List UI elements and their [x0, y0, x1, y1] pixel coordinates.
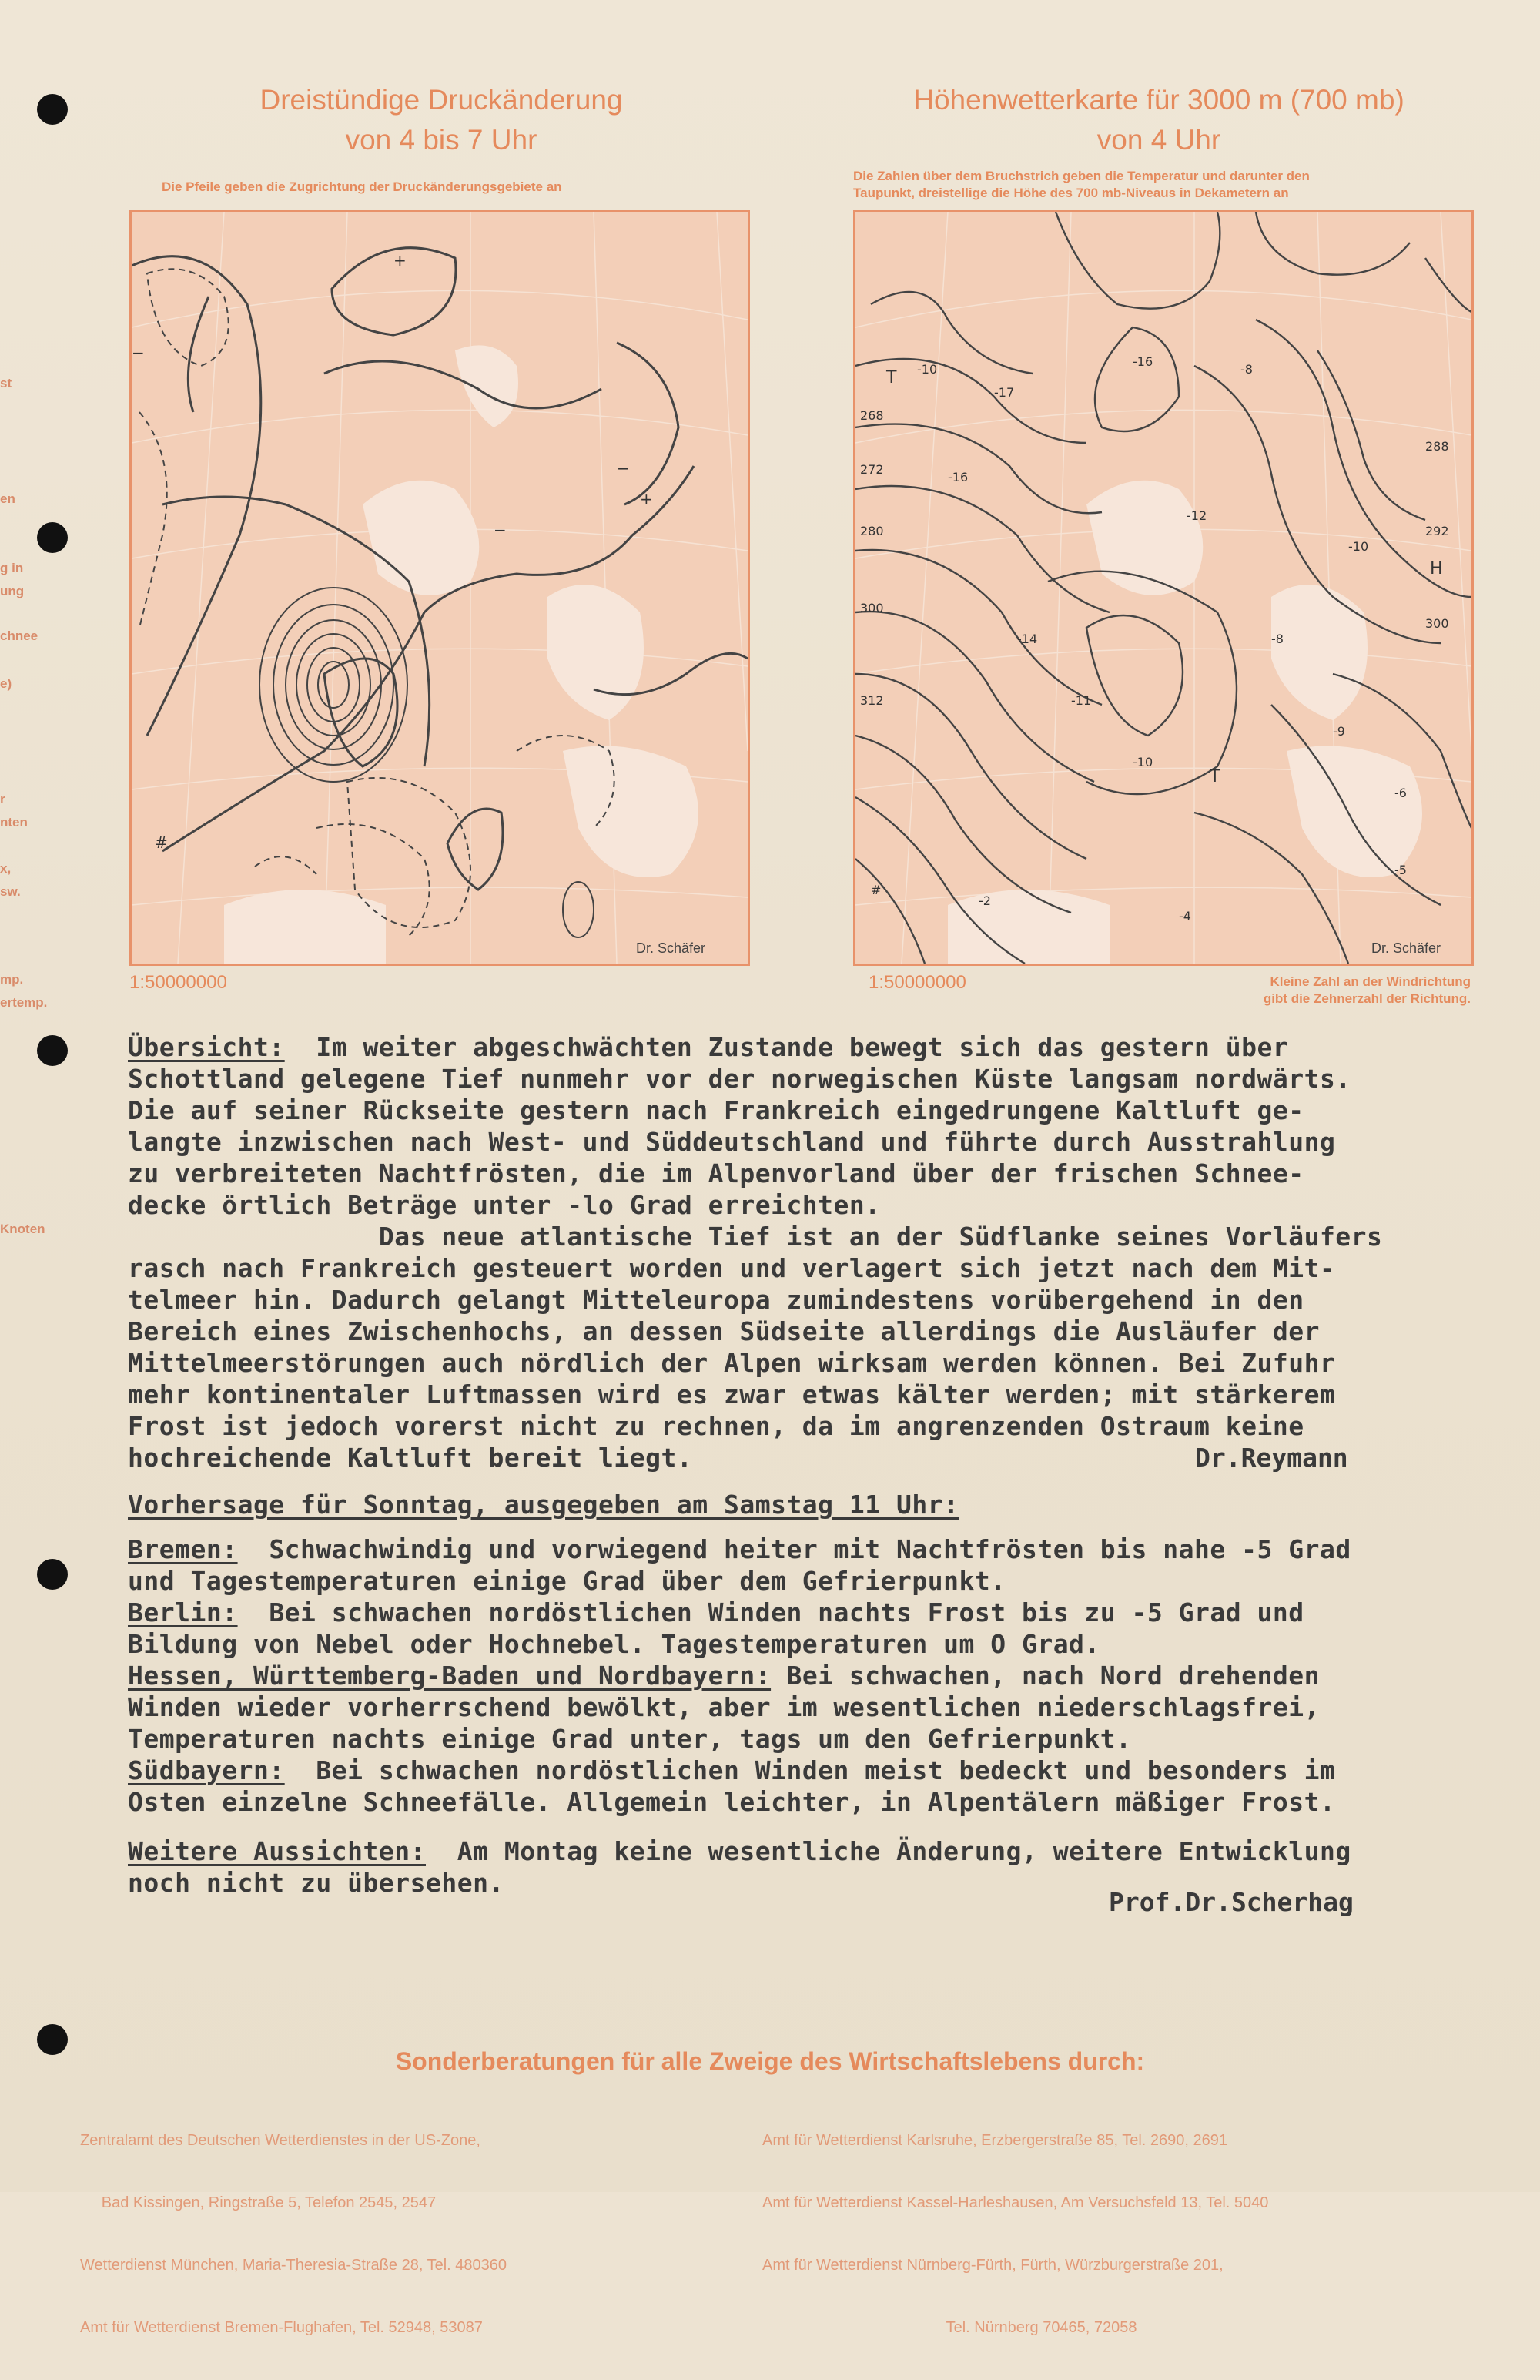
right-map-author: Dr. Schäfer [1371, 940, 1441, 956]
overview-line [128, 1032, 1288, 1062]
footer-right-line: Amt für Wetterdienst Nürnberg-Fürth, Fürth, Würzburgerstraße 201, [762, 2257, 1224, 2274]
svg-text:−: − [494, 521, 507, 539]
forecast-berlin [128, 1597, 1304, 1627]
forecast-line: Osten einzelne Schneefälle. Allgemein leichter, in Alpentälern mäßiger Frost. [128, 1787, 1336, 1817]
right-map-subtitle [853, 168, 1310, 202]
footer-left-line: Amt für Wetterdienst Bremen-Flughafen, Tel. 52948, 53087 [80, 2319, 483, 2336]
footer-right-line: Tel. Nürnberg 70465, 72058 [762, 2319, 1137, 2336]
svg-text:-11: -11 [1071, 693, 1092, 708]
overview-line: zu verbreiteten Nachtfrösten, die im Alpenvorland über der frischen Schnee- [128, 1158, 1304, 1188]
svg-text:268: 268 [860, 408, 884, 423]
svg-text:300: 300 [860, 601, 884, 615]
overview-line: Das neue atlantische Tief ist an der Südflanke seines Vorläufers [128, 1222, 1383, 1252]
left-map-title-line1: Dreistündige Druckänderung [259, 84, 623, 116]
left-map-scale: 1:50000000 [129, 972, 227, 993]
left-map-subtitle: Die Pfeile geben die Zugrichtung der Druckänderungsgebiete an [162, 179, 562, 194]
forecast-bremen [128, 1534, 1351, 1564]
punch-hole [37, 522, 68, 553]
overview-line: Mittelmeerstörungen auch nördlich der Alpen wirksam werden können. Bei Zufuhr [128, 1348, 1336, 1378]
right-map-note [1155, 974, 1471, 1007]
svg-text:288: 288 [1425, 439, 1449, 454]
svg-text:−: − [617, 459, 630, 478]
right-map-title [851, 80, 1467, 160]
overview-line: mehr kontinentaler Luftmassen wird es zwar etwas kälter werden; mit stärkerem [128, 1379, 1336, 1410]
svg-text:300: 300 [1425, 616, 1449, 631]
right-map-scale: 1:50000000 [869, 972, 966, 993]
svg-text:T: T [1210, 767, 1220, 786]
upper-air-map [853, 210, 1474, 966]
margin-fragment: g in [0, 561, 24, 575]
forecast-suedbayern [128, 1755, 1335, 1785]
svg-text:+: + [640, 490, 653, 508]
forecast-bremen-label: Bremen: [128, 1534, 238, 1564]
overview-line: rasch nach Frankreich gesteuert worden und verlagert sich jetzt nach dem Mit- [128, 1253, 1336, 1283]
svg-text:-8: -8 [1240, 362, 1253, 377]
svg-text:H: H [1430, 559, 1443, 578]
svg-text:-4: -4 [1179, 909, 1191, 924]
overview-line: Frost ist jedoch vorerst nicht zu rechnen, da im angrenzenden Ostraum keine [128, 1411, 1304, 1441]
svg-text:-10: -10 [917, 362, 938, 377]
margin-fragment: en [0, 491, 15, 506]
svg-text:#: # [871, 883, 882, 897]
svg-text:-16: -16 [1133, 354, 1153, 369]
margin-fragment: ertemp. [0, 995, 48, 1010]
svg-text:292: 292 [1425, 524, 1449, 538]
forecast-line: Bildung von Nebel oder Hochnebel. Tagestemperaturen um O Grad. [128, 1629, 1100, 1659]
outlook [128, 1836, 1351, 1866]
svg-text:-8: -8 [1271, 632, 1284, 646]
left-map-author: Dr. Schäfer [636, 940, 706, 956]
svg-text:-12: -12 [1187, 508, 1207, 523]
right-map-note-line1: Kleine Zahl an der Windrichtung [1270, 974, 1471, 989]
forecast-berlin-label: Berlin: [128, 1597, 238, 1627]
forecast-hessen-text: Bei schwachen, nach Nord drehenden [771, 1661, 1320, 1691]
overview-line: telmeer hin. Dadurch gelangt Mitteleuropa zumindestens vorübergehend in den [128, 1285, 1304, 1315]
outlook-signature: Prof.Dr.Scherhag [1109, 1887, 1354, 1917]
margin-fragment: sw. [0, 884, 21, 899]
outlook-line: noch nicht zu übersehen. [128, 1868, 504, 1898]
pressure-change-map-drawing [132, 212, 748, 964]
right-map-subtitle-line2: Taupunkt, dreistellige die Höhe des 700 mb-Niveaus in Dekametern an [853, 186, 1289, 200]
right-map-subtitle-line1: Die Zahlen über dem Bruchstrich geben die Temperatur und darunter den [853, 169, 1310, 183]
overview-line: decke örtlich Beträge unter -lo Grad erreichten. [128, 1190, 881, 1220]
svg-text:-16: -16 [948, 470, 969, 484]
svg-text:#: # [155, 833, 168, 852]
overview-line: Bereich eines Zwischenhochs, an dessen Südseite allerdings die Ausläufer der [128, 1316, 1320, 1346]
punch-hole [37, 94, 68, 125]
svg-text:-2: -2 [979, 893, 991, 908]
overview-signature: Dr.Reymann [1195, 1443, 1348, 1473]
forecast-line: Winden wieder vorherrschend bewölkt, aber im wesentlichen niederschlagsfrei, [128, 1692, 1320, 1722]
svg-text:-10: -10 [1133, 755, 1153, 769]
margin-fragment: ung [0, 584, 25, 598]
svg-text:-14: -14 [1017, 632, 1038, 646]
forecast-suedbayern-text: Bei schwachen nordöstlichen Winden meist bedeckt und besonders im [284, 1755, 1336, 1785]
right-map-title-line2: von 4 Uhr [1096, 124, 1221, 156]
svg-text:+: + [393, 251, 407, 270]
overview-text: Im weiter abgeschwächten Zustande bewegt sich das gestern über [284, 1032, 1289, 1062]
forecast-hessen [128, 1661, 1320, 1691]
footer-right [762, 2089, 1268, 2380]
forecast-line: Temperaturen nachts einige Grad unter, tags um den Gefrierpunkt. [128, 1724, 1132, 1754]
svg-text:312: 312 [860, 693, 884, 708]
svg-text:-10: -10 [1348, 539, 1369, 554]
forecast-suedbayern-label: Südbayern: [128, 1755, 285, 1785]
svg-text:-9: -9 [1333, 724, 1345, 739]
footer-title: Sonderberatungen für alle Zweige des Wirtschaftslebens durch: [395, 2047, 1145, 2075]
left-map-title-line2: von 4 bis 7 Uhr [345, 124, 537, 156]
forecast-bremen-text: Schwachwindig und vorwiegend heiter mit Nachtfrösten bis nahe -5 Grad [237, 1534, 1351, 1564]
upper-air-map-drawing [855, 212, 1471, 964]
svg-text:-17: -17 [994, 385, 1015, 400]
footer-left-line: Wetterdienst München, Maria-Theresia-Straße 28, Tel. 480360 [80, 2257, 507, 2274]
punch-hole [37, 1559, 68, 1590]
left-map-title [129, 80, 753, 160]
forecast-berlin-text: Bei schwachen nordöstlichen Winden nachts Frost bis zu -5 Grad und [237, 1597, 1304, 1627]
right-map-note-line2: gibt die Zehnerzahl der Richtung. [1263, 991, 1471, 1006]
footer-left [80, 2089, 507, 2380]
svg-text:280: 280 [860, 524, 884, 538]
svg-text:272: 272 [860, 462, 884, 477]
margin-fragment: st [0, 376, 12, 391]
overview-line: langte inzwischen nach West- und Süddeutschland und führte durch Ausstrahlung [128, 1127, 1336, 1157]
overview-line: hochreichende Kaltluft bereit liegt. [128, 1443, 693, 1473]
forecast-heading: Vorhersage für Sonntag, ausgegeben am Samstag 11 Uhr: [128, 1490, 959, 1520]
outlook-label: Weitere Aussichten: [128, 1836, 426, 1866]
margin-fragment: Knoten [0, 1222, 45, 1236]
margin-fragment: nten [0, 815, 28, 830]
footer-left-line: Zentralamt des Deutschen Wetterdienstes in der US-Zone, [80, 2132, 480, 2149]
svg-text:−: − [132, 344, 145, 362]
punch-hole [37, 1035, 68, 1066]
svg-text:T: T [886, 368, 897, 387]
pressure-change-map [129, 210, 750, 966]
svg-text:-6: -6 [1394, 786, 1407, 800]
margin-fragment: e) [0, 676, 12, 691]
margin-fragment: mp. [0, 972, 24, 987]
margin-fragment: r [0, 792, 5, 806]
overview-line: Die auf seiner Rückseite gestern nach Frankreich eingedrungene Kaltluft ge- [128, 1095, 1304, 1125]
overview-heading: Übersicht: [128, 1032, 285, 1062]
margin-fragment: x, [0, 861, 12, 876]
outlook-text: Am Montag keine wesentliche Änderung, weitere Entwicklung [426, 1836, 1351, 1866]
forecast-hessen-label: Hessen, Württemberg-Baden und Nordbayern: [128, 1661, 772, 1691]
forecast-line: und Tagestemperaturen einige Grad über dem Gefrierpunkt. [128, 1566, 1006, 1596]
margin-fragment: chnee [0, 629, 38, 643]
footer-right-line: Amt für Wetterdienst Kassel-Harleshausen, Am Versuchsfeld 13, Tel. 5040 [762, 2194, 1269, 2211]
footer-left-line: Bad Kissingen, Ringstraße 5, Telefon 2545, 2547 [80, 2194, 437, 2211]
footer-right-line: Amt für Wetterdienst Karlsruhe, Erzbergerstraße 85, Tel. 2690, 2691 [762, 2132, 1228, 2149]
right-map-title-line1: Höhenwetterkarte für 3000 m (700 mb) [913, 84, 1404, 116]
svg-text:-5: -5 [1394, 863, 1407, 877]
overview-line: Schottland gelegene Tief nunmehr vor der norwegischen Küste langsam nordwärts. [128, 1064, 1351, 1094]
